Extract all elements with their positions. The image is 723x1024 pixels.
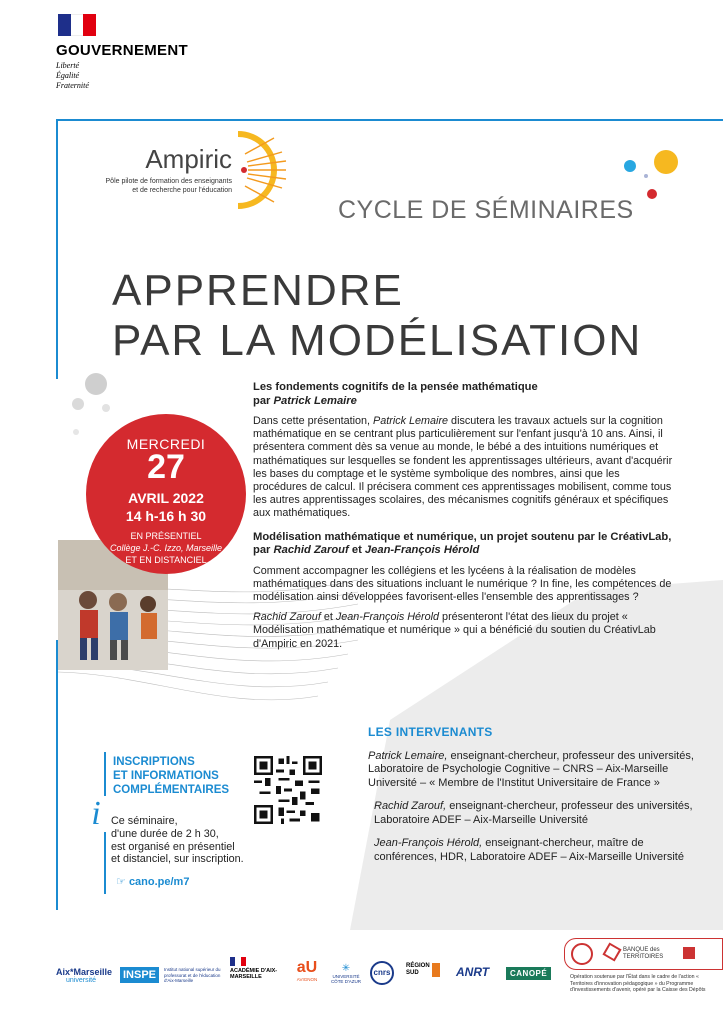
- talk2-details: Rachid Zarouf et Jean-François Hérold présenteront l'état des lieux du projet « Modélisation mathématique et numérique » qui a bénéficié du soutien du CréativLab d'Ampiric en 2021.: [253, 611, 656, 650]
- ampiric-sun-icon: [230, 130, 290, 210]
- french-flag-icon: [230, 957, 246, 966]
- speaker-item: Patrick Lemaire, enseignant-chercheur, professeur des universités, Laboratoire de Psychologie Cognitive – CNRS – Aix-Marseille Université – « Membre de l'Institut Universitaire de France »: [368, 749, 694, 789]
- stars-icon: ✳: [341, 963, 351, 974]
- event-mode-remote: ET EN DISTANCIEL: [125, 555, 207, 565]
- french-flag-icon: [58, 14, 96, 36]
- talk1-abstract: Dans cette présentation, Patrick Lemaire discutera les travaux actuels sur la cognition mathématique en se centrant plus particulièrement sur l'enfant jusqu'à 10 ans. Ainsi, il présentera comment dès sa venue au monde, le bébé a des intuitions numériques et mathématiques sur lesquelles se fondent les apprentissages ultérieurs, avant d'acquérir les bases du comptage et le système symbolique des nombres, ainsi que les procédures de calcul. Il précisera comment ces apprentissages mobilisent, comme tous les autres apprentissages scolaires, des mécanismes cognitifs généraux et spécifiques aux mathématiques.: [253, 415, 673, 520]
- hexagon-icon: [602, 942, 621, 961]
- talk2-title: Modélisation mathématique et numérique, un projet soutenu par le CréativLab, par Rachid Zarouf et Jean-François Hérold: [253, 530, 672, 557]
- ampiric-tagline: Pôle pilote de formation des enseignants et de recherche pour l'éducation: [105, 178, 232, 194]
- qr-code[interactable]: [254, 756, 322, 824]
- cycle-heading: CYCLE DE SÉMINAIRES: [338, 196, 634, 224]
- frame-top-border: [56, 119, 723, 121]
- registration-link[interactable]: ☞ cano.pe/m7: [116, 876, 190, 888]
- speakers-heading: LES INTERVENANTS: [368, 725, 493, 739]
- event-time: 14 h-16 h 30: [125, 508, 207, 524]
- event-date-badge: [86, 414, 246, 574]
- speaker-item: Rachid Zarouf, enseignant-chercheur, professeur des universités, Laboratoire ADEF – Aix-Marseille Université: [374, 800, 693, 826]
- event-date-number: 27: [147, 448, 185, 486]
- cnrs-logo: cnrs: [370, 961, 394, 985]
- pointing-hand-icon: ☞: [116, 876, 126, 888]
- region-sud-logo: RÉGION SUD: [406, 963, 440, 977]
- funding-note: Opération soutenue par l'État dans le cadre de l'action « Territoires d'innovation pédagogique » du Programme d'investissements d'avenir, opéré par la Caisse des Dépôts: [570, 974, 706, 993]
- speakers-section: [368, 726, 698, 874]
- cote-azur-logo: ✳ UNIVERSITÉ CÔTE D'AZUR: [328, 963, 364, 984]
- talk2-abstract: Comment accompagner les collégiens et les lycéens à la réalisation de modèles mathématiques dans des situations incluant le numérique ? In fine, les compétences de modélisation ainsi développées favorisent-elles l'ensemble des apprentissages ?: [253, 564, 672, 604]
- avignon-mark-icon: aU: [296, 959, 318, 976]
- anrt-logo: ANRT: [456, 965, 490, 979]
- academie-logo: ACADÉMIE D'AIX-MARSEILLE: [230, 957, 288, 980]
- talk1-title: Les fondements cognitifs de la pensée mathématique par Patrick Lemaire: [253, 381, 538, 407]
- avignon-logo: aU AVIGNON: [292, 959, 322, 982]
- government-title: GOUVERNEMENT: [56, 42, 188, 59]
- info-text: Ce séminaire, d'une durée de 2 h 30, est organisé en présentiel et distanciel, sur inscription.: [111, 815, 244, 866]
- caisse-square-icon: [683, 947, 695, 959]
- ampiric-name: Ampiric: [145, 144, 232, 174]
- canope-logo: CANOPÉ: [506, 967, 551, 980]
- event-mode-onsite: EN PRÉSENTIEL: [130, 531, 202, 541]
- republic-motto: Liberté Égalité Fraternité: [56, 61, 89, 90]
- event-month-year: AVRIL 2022: [128, 490, 204, 506]
- inspe-logo: INSPE Institut national supérieur du professorat et de l'éducation d'Aix-Marseille: [120, 967, 230, 983]
- info-icon: i: [84, 796, 108, 832]
- seminar-description: [253, 381, 673, 651]
- speaker-item: Jean-François Hérold, enseignant-chercheur, maître de conférences, HDR, Laboratoire ADEF – Aix-Marseille Université: [374, 837, 684, 863]
- info-title: INSCRIPTIONS ET INFORMATIONS COMPLÉMENTAIRES: [113, 756, 230, 796]
- event-day: MERCREDI: [126, 436, 206, 452]
- event-place: Collège J.-C. Izzo, Marseille: [109, 543, 223, 553]
- ampiric-logo: [90, 130, 290, 210]
- frame-left-border: [56, 119, 58, 379]
- caisse-depots-logo: BANQUE des TERRITOIRES: [564, 938, 723, 970]
- seal-icon: [571, 943, 593, 965]
- government-logo: [56, 14, 196, 91]
- page-title: APPRENDRE PAR LA MODÉLISATION: [112, 266, 643, 365]
- amu-logo: Aix*Marseille université: [56, 967, 113, 984]
